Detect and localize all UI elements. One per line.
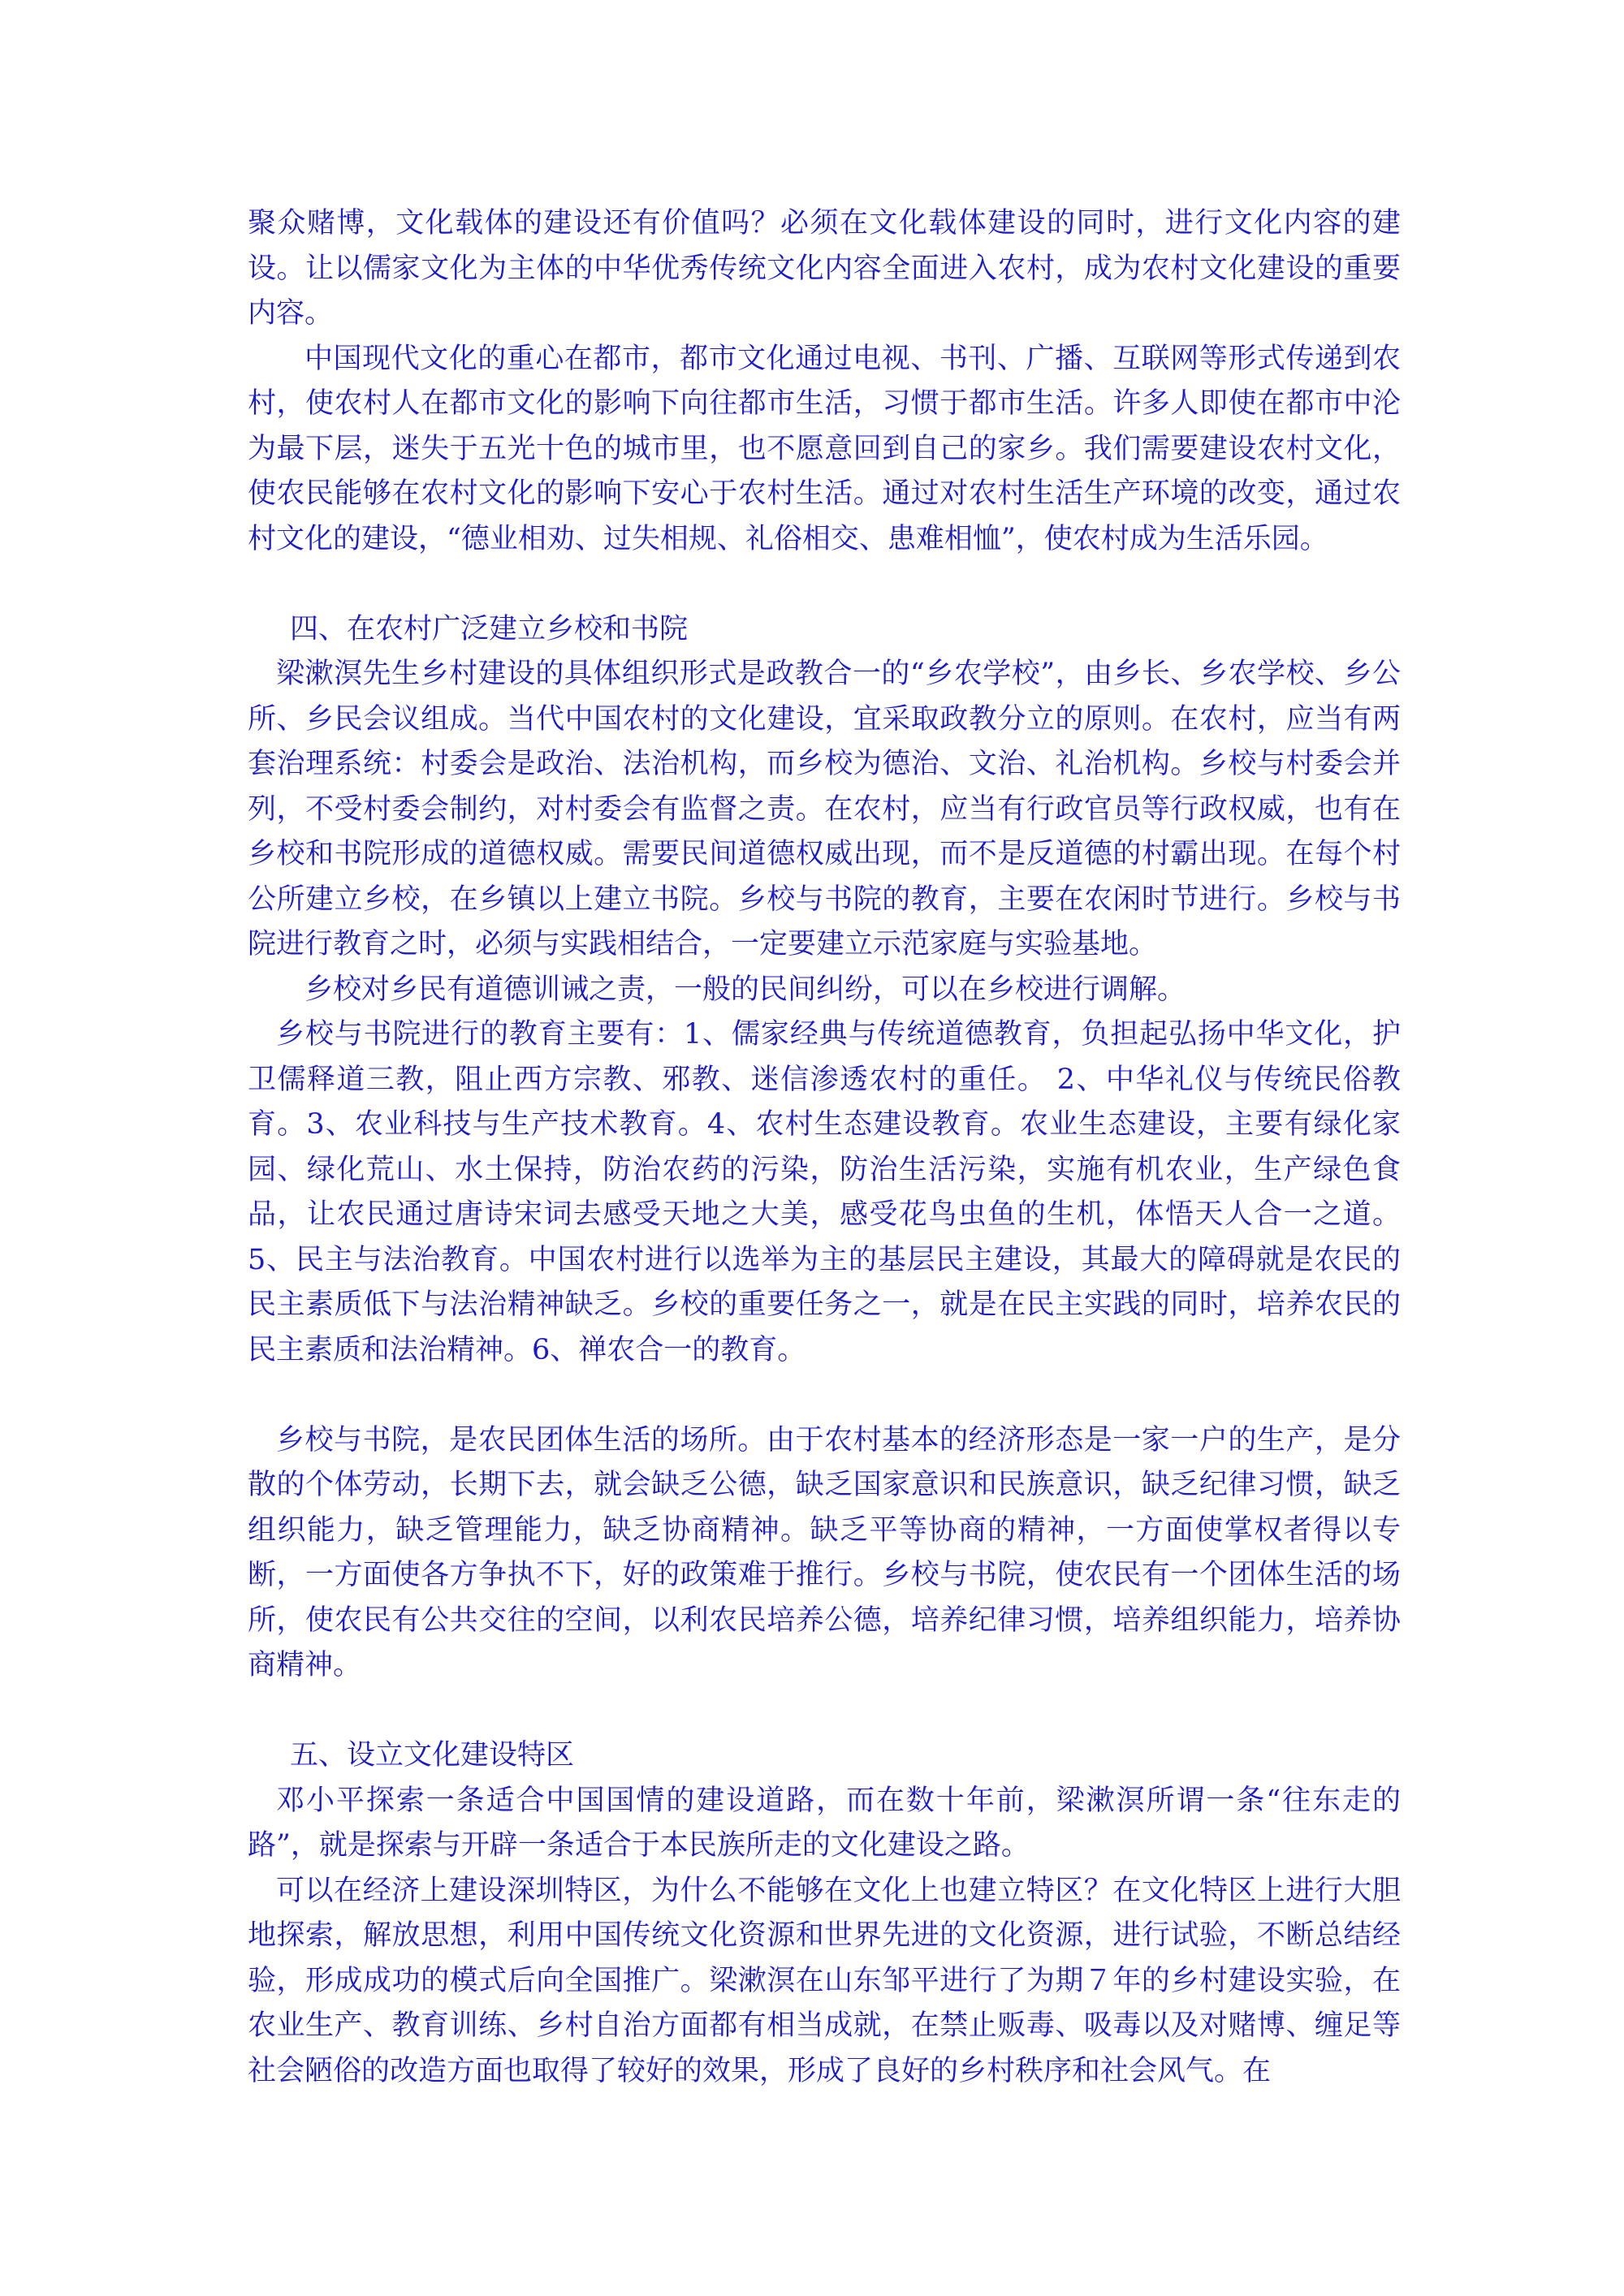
blank-line [248,1373,1401,1418]
paragraph-1: 聚众赌博，文化载体的建设还有价值吗？必须在文化载体建设的同时，进行文化内容的建设。让以儒家文化为主体的中华优秀传统文化内容全面进入农村，成为农村文化建设的重要内容。 [248,207,1401,330]
paragraph-4: 乡校对乡民有道德训诫之责，一般的民间纠纷，可以在乡校进行调解。 [304,973,1186,1006]
document-body [248,201,1401,2094]
section-heading-5: 五、设立文化建设特区 [290,1739,575,1772]
blank-line [248,562,1401,607]
paragraph-8: 可以在经济上建设深圳特区，为什么不能够在文化上也建立特区？在文化特区上进行大胆地探索，解放思想，利用中国传统文化资源和世界先进的文化资源，进行试验，不断总结经验，形成成功的模式后向全国推广。梁漱溟在山东邹平进行了为期７年的乡村建设实验，在农业生产、教育训练、乡村自治方面都有相当成就，在禁止贩毒、吸毒以及对赌博、缠足等社会陋俗的改造方面也取得了较好的效果，形成了良好的乡村秩序和社会风气。在 [248,1874,1401,2087]
section-heading-4: 四、在农村广泛建立乡校和书院 [290,612,689,645]
paragraph-3: 梁漱溟先生乡村建设的具体组织形式是政教合一的“乡农学校”，由乡长、乡农学校、乡公所、乡民会议组成。当代中国农村的文化建设，宜采取政教分立的原则。在农村，应当有两套治理系统：村委会是政治、法治机构，而乡校为德治、文治、礼治机构。乡校与村委会并列，不受村委会制约，对村委会有监督之责。在农村，应当有行政官员等行政权威，也有在乡校和书院形成的道德权威。需要民间道德权威出现，而不是反道德的村霸出现。在每个村公所建立乡校，在乡镇以上建立书院。乡校与书院的教育，主要在农闲时节进行。乡校与书院进行教育之时，必须与实践相结合，一定要建立示范家庭与实验基地。 [248,658,1401,960]
paragraph-7: 邓小平探索一条适合中国国情的建设道路，而在数十年前，梁漱溟所谓一条“往东走的路”，就是探索与开辟一条适合于本民族所走的文化建设之路。 [248,1784,1401,1862]
paragraph-2: 中国现代文化的重心在都市，都市文化通过电视、书刊、广播、互联网等形式传递到农村，使农村人在都市文化的影响下向往都市生活，习惯于都市生活。许多人即使在都市中沦为最下层，迷失于五光十色的城市里，也不愿意回到自己的家乡。我们需要建设农村文化，使农民能够在农村文化的影响下安心于农村生活。通过对农村生活生产环境的改变，通过农村文化的建设，“德业相劝、过失相规、礼俗相交、患难相恤”，使农村成为生活乐园。 [248,342,1401,555]
blank-line [248,1689,1401,1734]
paragraph-5: 乡校与书院进行的教育主要有：1、儒家经典与传统道德教育，负担起弘扬中华文化，护卫儒释道三教，阻止西方宗教、邪教、迷信渗透农村的重任。 2、中华礼仪与传统民俗教育。3、农业科技与生产技术教育。4、农村生态建设教育。农业生态建设，主要有绿化家园、绿化荒山、水土保持，防治农药的污染，防治生活污染，实施有机农业，生产绿色食品，让农民通过唐诗宋词去感受天地之大美，感受花鸟虫鱼的生机，体悟天人合一之道。5、民主与法治教育。中国农村进行以选举为主的基层民主建设，其最大的障碍就是农民的民主素质低下与法治精神缺乏。乡校的重要任务之一，就是在民主实践的同时，培养农民的民主素质和法治精神。6、禅农合一的教育。 [248,1018,1401,1366]
paragraph-6: 乡校与书院，是农民团体生活的场所。由于农村基本的经济形态是一家一户的生产，是分散的个体劳动，长期下去，就会缺乏公德，缺乏国家意识和民族意识，缺乏纪律习惯，缺乏组织能力，缺乏管理能力，缺乏协商精神。缺乏平等协商的精神，一方面使掌权者得以专断，一方面使各方争执不下，好的政策难于推行。乡校与书院，使农民有一个团体生活的场所，使农民有公共交往的空间，以利农民培养公德，培养纪律习惯，培养组织能力，培养协商精神。 [248,1423,1401,1681]
